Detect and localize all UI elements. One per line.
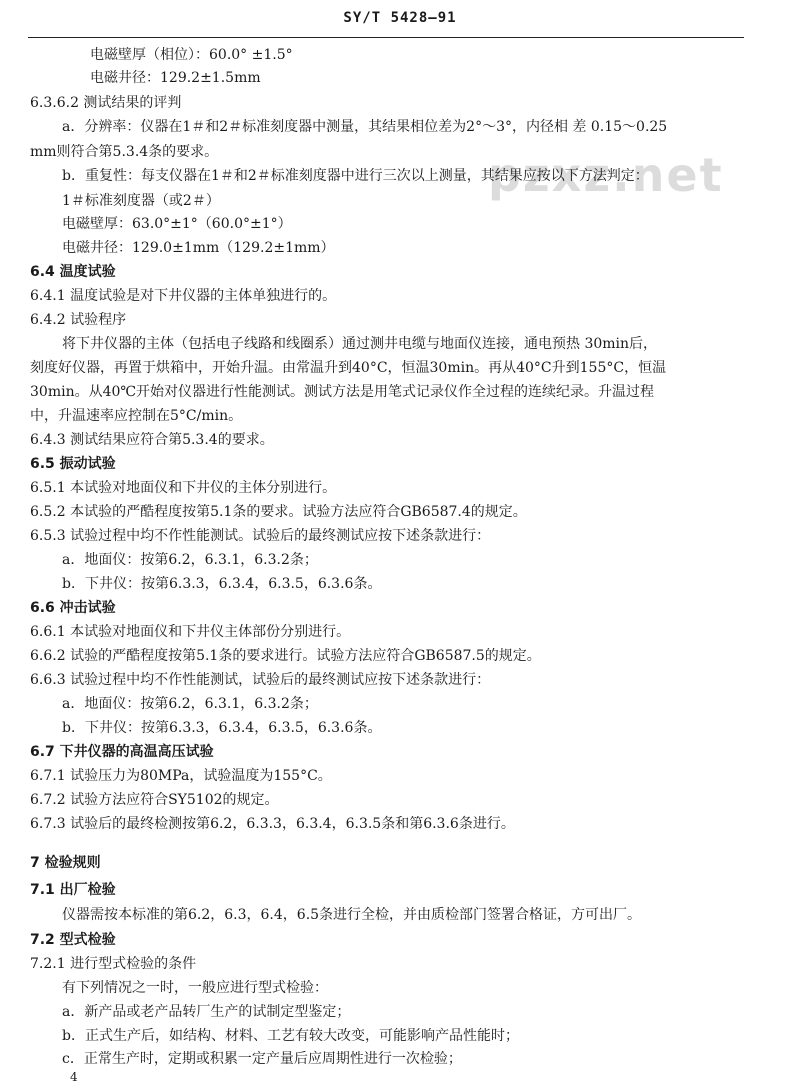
text-line: a．地面仪：按第6.2，6.3.1，6.3.2条； <box>62 696 318 712</box>
text-line: 6.6.2 试验的严酷程度按第5.1条的要求进行。试验方法应符合GB6587.5的规定。 <box>30 648 541 664</box>
text-line: 电磁壁厚：63.0°±1°（60.0°±1°） <box>62 216 292 232</box>
text-line: c．正常生产时，定期或积累一定产量后应周期性进行一次检验； <box>62 1051 462 1067</box>
text-line: 电磁井径：129.2±1.5mm <box>90 70 261 86</box>
text-line: 30min。从40℃开始对仪器进行性能测试。测试方法是用笔式记录仪作全过程的连续纪录。升温过程 <box>30 384 655 400</box>
text-line: 6.6.3 试验过程中均不作性能测试，试验后的最终测试应按下述条款进行： <box>30 672 491 688</box>
text-line: 有下列情况之一时，一般应进行型式检验： <box>62 980 328 996</box>
section-heading: 7.1 出厂检验 <box>30 882 116 898</box>
text-line: b．下井仪：按第6.3.3，6.3.4，6.3.5，6.3.6条。 <box>62 576 382 592</box>
text-line: 仪器需按本标准的第6.2，6.3，6.4，6.5条进行全检，并由质检部门签署合格证，方可出厂。 <box>62 907 642 923</box>
text-line: a．分辨率：仪器在1＃和2＃标准刻度器中测量，其结果相位差为2°～3°，内径相 差 0.15～0.25 <box>62 119 668 135</box>
document-header: SY/T 5428—91 <box>343 10 457 26</box>
text-line: 6.7.3 试验后的最终检测按第6.2，6.3.3，6.3.4，6.3.5条和第6.3.6条进行。 <box>30 816 515 832</box>
page-number: 4 <box>70 1070 78 1084</box>
section-heading: 7.2 型式检验 <box>30 932 116 948</box>
text-line: 6.4.1 温度试验是对下井仪器的主体单独进行的。 <box>30 288 337 304</box>
text-line: 中，升温速率应控制在5°C/min。 <box>30 408 243 424</box>
text-line: a．新产品或老产品转厂生产的试制定型鉴定； <box>62 1004 351 1020</box>
section-heading: 6.6 冲击试验 <box>30 600 116 616</box>
text-line: 6.4.3 测试结果应符合第5.3.4的要求。 <box>30 432 274 448</box>
text-line: b．下井仪：按第6.3.3，6.3.4，6.3.5，6.3.6条。 <box>62 720 382 736</box>
text-line: 6.4.2 试验程序 <box>30 312 127 328</box>
text-line: b．重复性：每支仪器在1＃和2＃标准刻度器中进行三次以上测量，其结果应按以下方法判定： <box>62 168 649 184</box>
text-line: b．正式生产后，如结构、材料、工艺有较大改变，可能影响产品性能时； <box>62 1028 519 1044</box>
text-line: 6.6.1 本试验对地面仪和下井仪主体部份分别进行。 <box>30 624 351 640</box>
header-rule <box>28 37 744 38</box>
text-line: 6.7.1 试验压力为80MPa，试验温度为155°C。 <box>30 768 332 784</box>
text-line: 电磁壁厚（相位）：60.0° ±1.5° <box>90 47 293 63</box>
text-line: 电磁井径：129.0±1mm（129.2±1mm） <box>62 240 335 256</box>
text-line: 6.5.2 本试验的严酷程度按第5.1条的要求。试验方法应符合GB6587.4的规定。 <box>30 504 527 520</box>
section-heading: 6.7 下井仪器的高温高压试验 <box>30 744 214 760</box>
text-line: 6.5.3 试验过程中均不作性能测试。试验后的最终测试应按下述条款进行： <box>30 528 491 544</box>
text-line: 6.5.1 本试验对地面仪和下井仪的主体分别进行。 <box>30 480 337 496</box>
section-heading: 6.3.6.2 测试结果的评判 <box>30 95 182 111</box>
text-line: 6.7.2 试验方法应符合SY5102的规定。 <box>30 792 279 808</box>
text-line: 刻度好仪器，再置于烘箱中，开始升温。由常温升到40°C，恒温30min。再从40°C升到155°C，恒温 <box>30 360 667 376</box>
watermark: pzxz.net <box>488 148 724 202</box>
text-line: 1＃标准刻度器（或2＃） <box>62 193 220 209</box>
section-heading: 6.4 温度试验 <box>30 264 116 280</box>
section-heading: 6.5 振动试验 <box>30 456 116 472</box>
text-line: a．地面仪：按第6.2，6.3.1，6.3.2条； <box>62 552 318 568</box>
text-line: 7.2.1 进行型式检验的条件 <box>30 956 197 972</box>
text-line: mm则符合第5.3.4条的要求。 <box>30 144 219 160</box>
chapter-heading: 7 检验规则 <box>30 855 101 871</box>
text-line: 将下井仪器的主体（包括电子线路和线圈系）通过测井电缆与地面仪连接，通电预热 30min后， <box>62 336 658 352</box>
